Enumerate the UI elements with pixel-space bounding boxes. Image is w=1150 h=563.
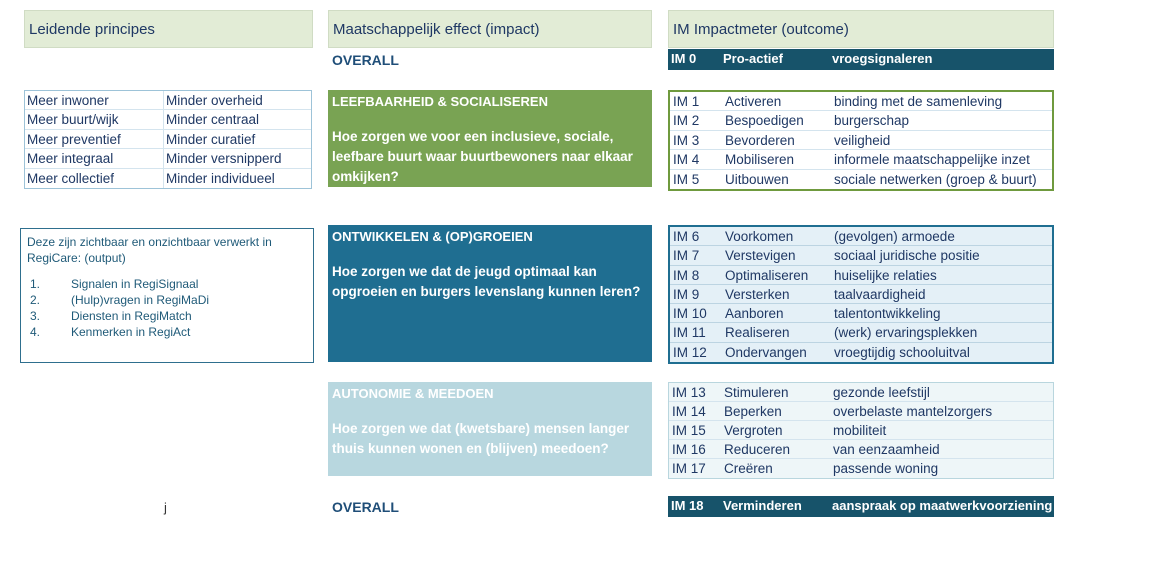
- output-item-number: 4.: [30, 325, 41, 339]
- im-row: [670, 227, 1052, 246]
- im-row-18: [668, 496, 1054, 517]
- im-table-green: [668, 90, 1054, 191]
- output-item: [27, 276, 307, 292]
- im-code: IM 0: [671, 51, 697, 66]
- im-desc: informele maatschappelijke inzet: [834, 152, 1030, 168]
- im-code: IM 11: [673, 325, 706, 341]
- im-desc: (gevolgen) armoede: [834, 229, 955, 244]
- im-verb: Reduceren: [724, 442, 791, 457]
- im-verb: Verminderen: [723, 498, 802, 513]
- im-row: [669, 440, 1053, 459]
- header-maatschappelijk-effect: Maatschappelijk effect (impact): [328, 10, 652, 48]
- principles-table: [24, 90, 312, 189]
- im-verb: Creëren: [724, 461, 773, 476]
- im-desc: overbelaste mantelzorgers: [833, 404, 993, 419]
- im-code: IM 14: [672, 404, 706, 419]
- im-row: [670, 323, 1052, 342]
- im-row-0: [668, 49, 1054, 70]
- im-row: [669, 383, 1053, 402]
- impact-block-ontwikkelen: [328, 225, 652, 362]
- principle-more: Meer preventief: [27, 131, 121, 147]
- output-box: [20, 228, 314, 363]
- im-row: [669, 459, 1053, 478]
- principle-row: [25, 91, 311, 110]
- output-item-text: (Hulp)vragen in RegiMaDi: [71, 293, 210, 307]
- im-code: IM 18: [671, 498, 704, 513]
- im-code: IM 16: [672, 442, 706, 457]
- impact-block-question: Hoe zorgen we voor een inclusieve, sociale, leefbare buurt waar buurtbewoners naar elkaar omkijken?: [332, 129, 633, 184]
- im-row: [670, 343, 1052, 362]
- im-verb: Aanboren: [725, 306, 784, 322]
- im-desc: sociaal juridische positie: [834, 248, 980, 264]
- principle-row: [25, 169, 311, 188]
- im-table-light: [668, 382, 1054, 479]
- im-table-blue: [668, 225, 1054, 364]
- output-item-text: Kenmerken in RegiAct: [71, 325, 191, 339]
- im-verb: Beperken: [724, 404, 782, 419]
- output-list: [27, 276, 307, 340]
- header-impactmeter: IM Impactmeter (outcome): [668, 10, 1054, 48]
- overall-label-top: OVERALL: [332, 52, 399, 68]
- im-code: IM 10: [673, 306, 707, 322]
- im-desc: talentontwikkeling: [834, 306, 941, 322]
- im-row: [669, 421, 1053, 440]
- im-desc: mobiliteit: [833, 423, 887, 438]
- im-row: [669, 402, 1053, 421]
- output-item-number: 3.: [30, 309, 41, 323]
- im-verb: Vergroten: [724, 423, 783, 438]
- principle-row: [25, 110, 311, 129]
- im-desc: (werk) ervaringsplekken: [834, 325, 978, 341]
- principle-less: Minder overheid: [166, 93, 263, 108]
- im-code: IM 5: [673, 171, 700, 187]
- im-code: IM 12: [673, 344, 707, 360]
- im-row: [670, 304, 1052, 323]
- im-row: [670, 246, 1052, 265]
- im-row: [670, 266, 1052, 285]
- im-code: IM 15: [672, 423, 706, 438]
- impact-block-question: Hoe zorgen we dat (kwetsbare) mensen langer thuis kunnen wonen en (blijven) meedoen?: [332, 421, 630, 456]
- im-row: [670, 285, 1052, 304]
- principle-row: [25, 130, 311, 149]
- im-code: IM 3: [673, 132, 700, 148]
- im-row: [670, 111, 1052, 130]
- impact-block-autonomie: [328, 382, 652, 476]
- im-verb: Realiseren: [725, 325, 790, 341]
- im-code: IM 1: [673, 94, 700, 109]
- im-code: IM 9: [673, 286, 700, 302]
- stray-mark: j: [164, 500, 167, 515]
- im-desc: vroegtijdig schooluitval: [834, 344, 970, 360]
- im-desc: burgerschap: [834, 113, 910, 129]
- im-desc: sociale netwerken (groep & buurt): [834, 171, 1037, 187]
- im-desc: huiselijke relaties: [834, 267, 937, 283]
- im-desc: taalvaardigheid: [834, 286, 926, 302]
- im-verb: Voorkomen: [725, 229, 794, 244]
- im-code: IM 6: [673, 229, 700, 244]
- im-verb: Stimuleren: [724, 385, 789, 400]
- im-code: IM 2: [673, 113, 700, 129]
- im-row: [670, 92, 1052, 111]
- im-desc: vroegsignaleren: [832, 51, 933, 66]
- im-verb: Bevorderen: [725, 132, 795, 148]
- im-verb: Bespoedigen: [725, 113, 804, 129]
- im-verb: Mobiliseren: [725, 152, 795, 168]
- im-verb: Verstevigen: [725, 248, 796, 264]
- output-item-text: Signalen in RegiSignaal: [71, 277, 199, 291]
- output-item: [27, 292, 307, 308]
- im-row: [670, 131, 1052, 150]
- im-verb: Uitbouwen: [725, 171, 789, 187]
- im-code: IM 13: [672, 385, 706, 400]
- im-desc: veiligheid: [834, 132, 891, 148]
- impact-block-question: Hoe zorgen we dat de jeugd optimaal kan opgroeien en burgers levenslang kunnen leren?: [332, 264, 641, 299]
- im-code: IM 8: [673, 267, 700, 283]
- impact-block-leefbaarheid: [328, 90, 652, 187]
- principle-more: Meer collectief: [27, 170, 115, 186]
- im-desc: gezonde leefstijl: [833, 385, 930, 400]
- principle-more: Meer integraal: [27, 151, 114, 167]
- im-desc: aanspraak op maatwerkvoorziening: [832, 498, 1053, 513]
- output-item-text: Diensten in RegiMatch: [71, 309, 192, 323]
- im-desc: van eenzaamheid: [833, 442, 940, 457]
- im-row: [670, 170, 1052, 189]
- principle-less: Minder centraal: [166, 112, 260, 128]
- im-verb: Optimaliseren: [725, 267, 809, 283]
- impact-block-title: ONTWIKKELEN & (OP)GROEIEN: [332, 229, 533, 244]
- output-item-number: 2.: [30, 293, 41, 307]
- principle-more: Meer inwoner: [27, 93, 109, 108]
- im-code: IM 7: [673, 248, 700, 264]
- im-row: [670, 150, 1052, 169]
- impact-block-title: LEEFBAARHEID & SOCIALISEREN: [332, 94, 548, 109]
- im-verb: Pro-actief: [723, 51, 783, 66]
- output-intro: Deze zijn zichtbaar en onzichtbaar verwerkt in RegiCare: (output): [27, 235, 272, 265]
- im-code: IM 17: [672, 461, 706, 476]
- im-desc: passende woning: [833, 461, 939, 476]
- im-verb: Versterken: [725, 286, 790, 302]
- principle-less: Minder individueel: [166, 170, 275, 186]
- principle-less: Minder curatief: [166, 131, 256, 147]
- im-verb: Ondervangen: [725, 344, 807, 360]
- output-item: [27, 324, 307, 340]
- impact-block-title: AUTONOMIE & MEEDOEN: [332, 386, 494, 401]
- principle-row: [25, 149, 311, 168]
- output-item: [27, 308, 307, 324]
- header-leidende-principes: Leidende principes: [24, 10, 313, 48]
- principle-more: Meer buurt/wijk: [27, 112, 119, 128]
- im-desc: binding met de samenleving: [834, 94, 1003, 109]
- overall-label-bottom: OVERALL: [332, 499, 399, 515]
- im-verb: Activeren: [725, 94, 782, 109]
- principle-less: Minder versnipperd: [166, 151, 282, 167]
- output-item-number: 1.: [30, 277, 41, 291]
- im-code: IM 4: [673, 152, 700, 168]
